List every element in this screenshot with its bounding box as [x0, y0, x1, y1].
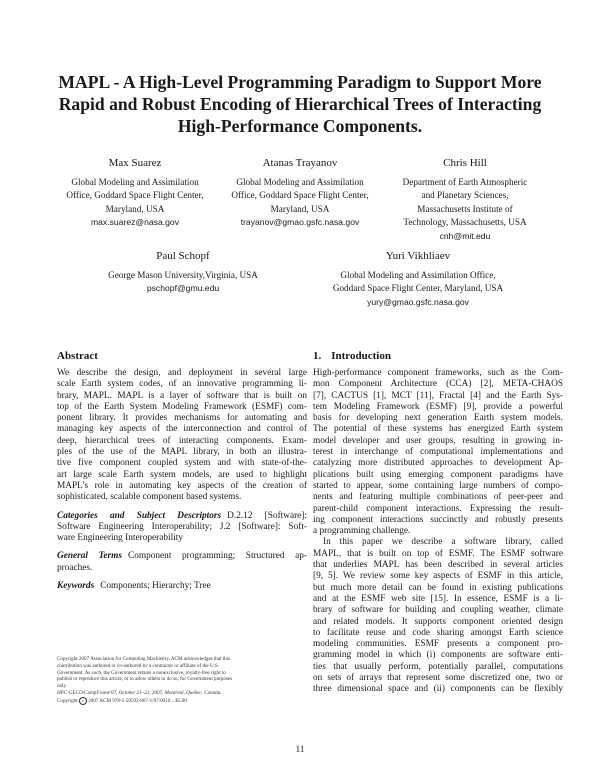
intro-line: that underlies MAPL has been described in several articles [313, 560, 563, 571]
intro-line: [9, 5]. We review some key aspects of ESMF in this article, [313, 571, 563, 582]
copyright-line: HPC-GECO/CompFrame'07, October 21–22, 2007, Montréal, Québec, Canada. [57, 689, 222, 696]
categories-label: Categories and Subject Descriptors [57, 510, 222, 521]
author-affiliation-line: Goddard Space Flight Center, Maryland, USA [332, 283, 504, 294]
copyright-line: Copyright 2007 Association for Computing Machinery. ACM acknowledges that this [57, 656, 231, 662]
author-affiliation-line: George Mason University,Virginia, USA [108, 270, 258, 280]
author-affiliation-line: Global Modeling and Assimilation [71, 177, 199, 187]
copyright-symbol-icon: c [79, 697, 87, 705]
introduction-paragraph-2 [313, 537, 563, 695]
intro-line: mon Component Architecture (CCA) [2], META-CHAOS [313, 379, 563, 390]
general-terms-label: General Terms [57, 551, 123, 562]
intro-line: three dimensional space and (ii) components can be flexibly [313, 684, 563, 695]
abstract-line: sophisticated, scalable component based systems. [57, 492, 242, 503]
abstract-line: art large scale Earth system models, are used to highlight [57, 469, 307, 480]
intro-line: but much more detail can be found in existing publications [313, 582, 563, 593]
intro-line: brary of software for building and coupling weather, climate [313, 605, 563, 616]
general-terms-line: proaches. [57, 562, 93, 573]
intro-line: model developer and user groups, resulting in growing in- [313, 435, 563, 446]
author-affiliation-line: Department of Earth Atmospheric [402, 177, 528, 187]
author-affiliation-line: Global Modeling and Assimilation [236, 177, 364, 187]
intro-line: [7], CACTUS [1], MCT [11], Fractal [4] and the Earth Sys- [313, 390, 563, 401]
author-email[interactable]: max.suarez@nasa.gov [90, 217, 180, 228]
author-name: Chris Hill [443, 157, 487, 169]
author-block [308, 249, 528, 309]
intro-line: parent-child component interactions. Expressing the result- [313, 503, 563, 514]
author-affiliation-line: Technology, Massachusetts, USA [403, 217, 527, 228]
abstract-line: ponent library. It provides mechanisms for automating and [57, 413, 307, 424]
abstract-line: managing key aspects of the interconnection and control of [57, 424, 307, 435]
author-affiliation-line: Office, Goddard Space Flight Center, [231, 190, 369, 201]
author-affiliation-line: Global Modeling and Assimilation Office, [340, 270, 496, 280]
abstract-line: We describe the design, and deployment in several large [57, 368, 307, 378]
author-email[interactable]: pschopf@gmu.edu [146, 283, 220, 294]
intro-line: a programming challenge. [313, 526, 411, 537]
abstract-heading: Abstract [57, 350, 98, 362]
abstract-line: deep, hierarchical trees of interacting components. Exam- [57, 435, 307, 446]
abstract-line: top of the Earth System Modeling Framework (ESMF) com- [57, 401, 307, 412]
right-column [313, 350, 563, 696]
general-terms-text: Component programming; Structured ap- [128, 551, 307, 562]
categories-block [57, 511, 307, 545]
intro-line: started to appear, some containing large numbers of compo- [313, 480, 563, 491]
author-name: Atanas Trayanov [262, 157, 338, 169]
intro-line: to facilitate reuse and code sharing amongst Earth science [313, 627, 563, 638]
intro-line: terest in interchange of computational implementations and [313, 447, 563, 458]
introduction-paragraph-1 [313, 368, 563, 537]
abstract-line: brary, MAPL. MAPL is a layer of software that is built on [57, 390, 307, 401]
author-affiliation-line: Maryland, USA [270, 203, 330, 214]
intro-line: on sets of arrays that represent some discretized one, two or [313, 673, 563, 684]
intro-line: nents and featuring multiple combinations of peer-peer and [313, 492, 563, 503]
copyright-final-line [57, 697, 302, 705]
abstract-line: MAPL's role in automating key aspects of the creation of [57, 480, 307, 491]
author-email[interactable]: trayanov@gmao.gsfc.nasa.gov [240, 217, 360, 228]
categories-line: ware Engineering Interoperability [57, 533, 183, 544]
intro-line: ing component interactions succinctly and robustly presents [313, 514, 563, 525]
intro-line: In this paper we describe a software library, called [323, 537, 563, 548]
author-email[interactable]: yury@gmao.gsfc.nasa.gov [367, 296, 469, 307]
intro-line: tem Modeling Framework (ESMF) [9], provide a powerful [313, 401, 563, 412]
copyright-suffix: 2007 ACM 978-1-59593-867-1/07/0010 ...$5.00 [88, 697, 187, 704]
copyright-prefix: Copyright [57, 697, 78, 704]
author-block [370, 156, 560, 243]
copyright-line: only. [57, 683, 67, 690]
keywords-text: Components; Hierarchy; Tree [100, 581, 211, 592]
author-name: Max Suarez [108, 157, 162, 169]
title-line: Rapid and Robust Encoding of Hierarchical Trees of Interacting [58, 94, 542, 114]
author-affiliation-line: Maryland, USA [105, 203, 165, 214]
abstract-body [57, 368, 307, 504]
intro-line: and related models. It supports component oriented design [313, 616, 563, 627]
author-name: Paul Schopf [156, 250, 210, 262]
left-column [57, 350, 307, 599]
intro-line: basis for developing next generation Earth system models. [313, 413, 563, 424]
intro-line: The potential of these systems has energized Earth system [313, 424, 563, 435]
categories-text: D.2.12 [Software]: [227, 510, 307, 521]
author-name: Yuri Vikhliaev [385, 250, 451, 262]
copyright-line: contribution was authored or co-authored by a contractor or affiliate of the U.S. [57, 662, 220, 669]
keywords-block [57, 581, 307, 592]
introduction-heading [313, 350, 563, 363]
author-affiliation-line: Office, Goddard Space Flight Center, [66, 190, 204, 201]
title-line: MAPL - A High-Level Programming Paradigm to Support More [58, 72, 542, 92]
section-title: Introduction [331, 350, 391, 362]
section-number: 1. [313, 350, 322, 362]
page-number: 11 [295, 744, 305, 754]
author-block [205, 156, 395, 230]
paper-title [40, 71, 560, 137]
intro-line: ties that usually perform, potentially parallel, computations [313, 661, 563, 672]
abstract-line: tive five component coupled system and with state-of-the- [57, 458, 307, 469]
copyright-line: publish or reproduce this article, or to allow others to do so, for Government purposes [57, 676, 233, 683]
copyright-notice [57, 656, 302, 705]
intro-line: High-performance component frameworks, such as the Com- [313, 368, 563, 378]
intro-line: plications built using emerging component paradigms have [313, 469, 563, 480]
copyright-line: Government. As such, the Government retains a nonexclusive, royalty-free right to [57, 669, 226, 676]
intro-line: gramming model in which (i) components are software enti- [313, 650, 563, 661]
abstract-line: scale Earth system codes, of an innovative programming li- [57, 379, 307, 390]
author-affiliation-line: Massachusetts Institute of [417, 203, 513, 214]
intro-line: and at the ESMF web site [15]. In essence, ESMF is a li- [313, 593, 563, 604]
keywords-label: Keywords [57, 581, 95, 592]
author-email[interactable]: cnh@mit.edu [439, 230, 491, 241]
title-line: High-Performance Components. [177, 116, 423, 136]
intro-line: MAPL, that is built on top of ESMF. The ESMF software [313, 548, 563, 559]
abstract-line: ples of the use of the MAPL library, in both an illustra- [57, 447, 307, 458]
author-block [40, 156, 230, 230]
categories-line: Software Engineering Interoperability; J.2 [Software]: Soft- [57, 521, 307, 532]
author-affiliation-line: and Planetary Sciences, [421, 190, 509, 201]
author-block [83, 249, 283, 296]
general-terms-block [57, 551, 307, 574]
intro-line: modeling communities. ESMF presents a component pro- [313, 639, 563, 650]
intro-line: catalyzing more distributed approaches to development Ap- [313, 458, 563, 469]
